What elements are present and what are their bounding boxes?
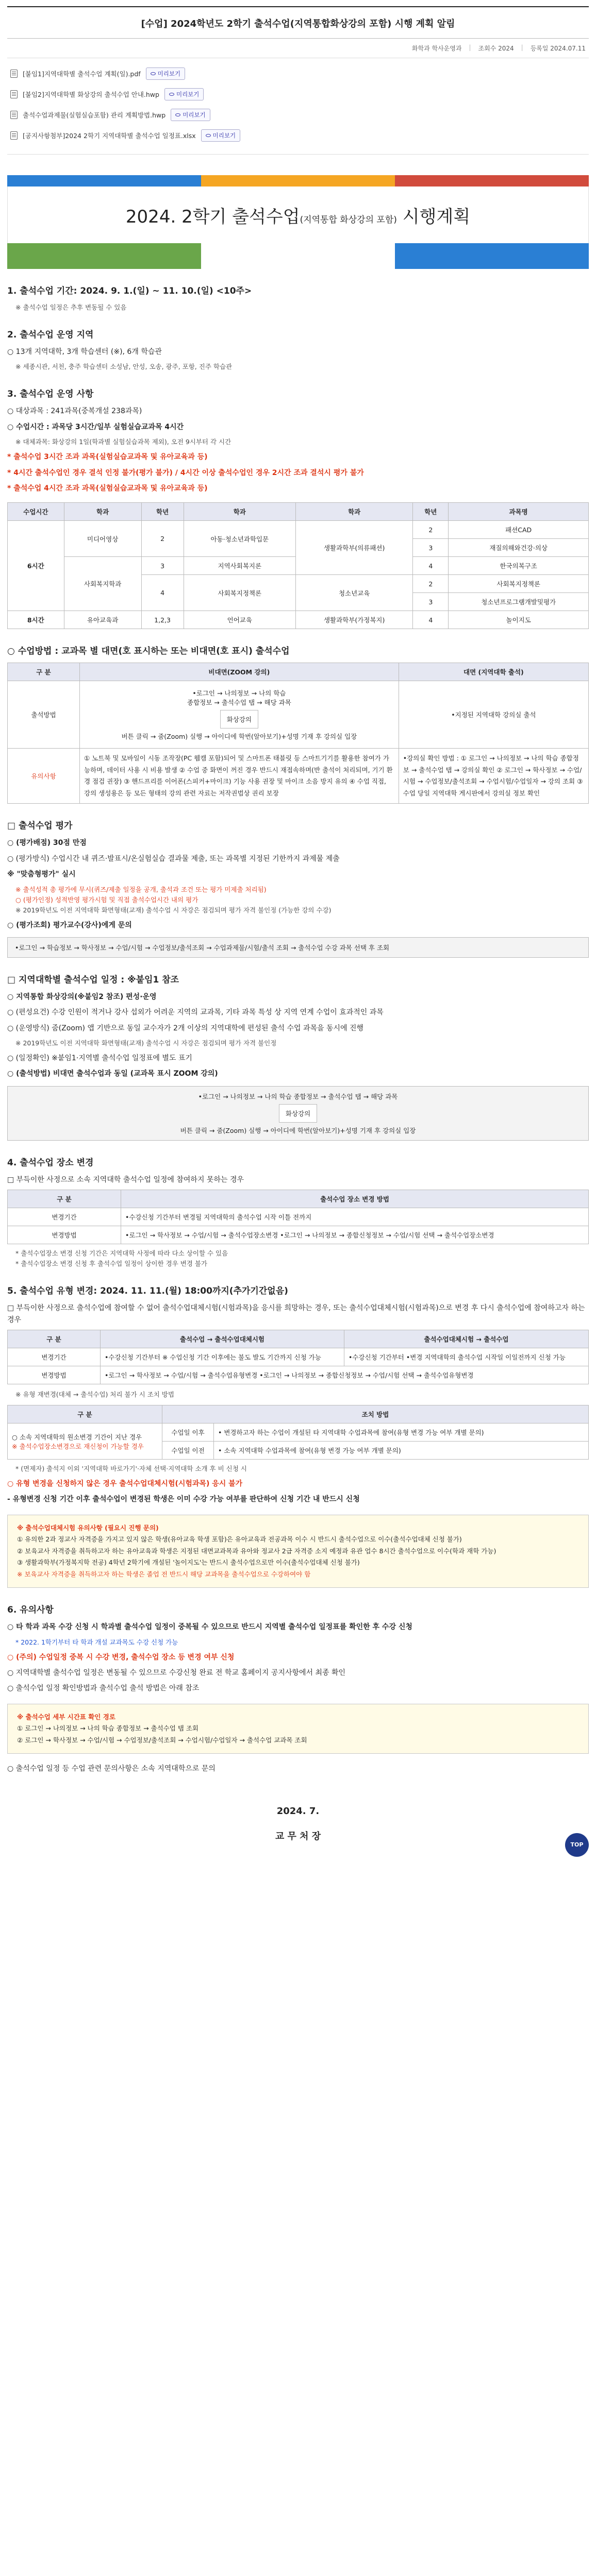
meta-divider: | xyxy=(469,44,471,51)
table-cell xyxy=(80,681,399,749)
eval-line: ※ "맞춤형평가" 실시 xyxy=(7,870,76,879)
attachment-item xyxy=(10,105,586,125)
method-table xyxy=(7,663,589,804)
caution-line: ○ 출석수업 일정 확인방법과 출석수업 출석 방법은 아래 참조 xyxy=(7,1684,200,1693)
schedule-line: ○ (출석방법) 비대면 출석수업과 동일 (교과목 표시 ZOOM 강의) xyxy=(7,1070,218,1078)
banner-color-bar xyxy=(7,175,589,187)
caution-line: ○ 지역대학별 출석수업 일정은 변동될 수 있으므로 수강신청 완료 전 학교 홈페이지 공지사항에서 최종 확인 xyxy=(7,1669,346,1677)
table-row xyxy=(8,681,589,749)
warning-line: * 4시간 출석수업인 경우 결석 인정 불가(평가 불가) / 4시간 이상 출석수업인 경우 2시간 조과 결석시 평가 불가 xyxy=(7,468,364,477)
schedule-line: ○ 지역통합 화상강의(※붙임2 참조) 편성·운영 xyxy=(7,992,157,1001)
table-cell: 유아교육과 xyxy=(64,611,141,629)
table-header: 구 분 xyxy=(8,1330,101,1348)
table-cell: 청소년교육 xyxy=(296,575,413,611)
eye-icon xyxy=(175,113,180,116)
date-label: 등록일 2024.07.11 xyxy=(530,45,586,52)
table-cell: 미디어영상 xyxy=(64,521,141,557)
section-heading: 5. 출석수업 유형 변경: 2024. 11. 11.(월) 18:00까지(추가기간없음) xyxy=(7,1286,288,1297)
table-header: 학년 xyxy=(141,503,184,521)
table-cell: •로그인 → 학사정보 → 수업/시험 → 출석수업장소변경 •로그인 → 나의정보 → 종합신청정보 → 수업/시험 선택 → 출석수업장소변경 xyxy=(121,1226,589,1244)
path-item: ② 로그인 → 학사정보 → 수업/시험 → 수업정보/출석조회 → 수업시험/수업일자 → 출석수업 교과목 조회 xyxy=(17,1736,307,1744)
action-condition-note: ※ 출석수업장소변경으로 재신청이 가능할 경우 xyxy=(12,1442,144,1450)
section-heading: 1. 출석수업 기간: 2024. 9. 1.(일) ~ 11. 10.(일) <10주> xyxy=(7,286,252,296)
table-header: 구 분 xyxy=(8,1190,121,1208)
type-warning: ○ 유형 변경을 신청하지 않은 경우 출석수업대체시험(시험과목) 응시 불가 xyxy=(7,1480,243,1488)
table-header: 출석수업 장소 변경 방법 xyxy=(121,1190,589,1208)
table-cell: •로그인 → 학사정보 → 수업/시험 → 출석수업유형변경 •로그인 → 나의정보 → 종합신청정보 → 수업/시험 선택 → 출석수업유형변경 xyxy=(101,1366,589,1384)
eval-line: ○ (평가방식) 수업시간 내 퀴즈·발표시/온실험실습 결과물 제출, 또는 과목별 지정된 기한까지 과제물 제출 xyxy=(7,854,340,863)
scroll-top-button[interactable]: TOP xyxy=(565,1833,589,1857)
banner-title xyxy=(126,202,470,228)
eval-path-box: •로그인 → 학습정보 → 학사정보 → 수업/시험 → 수업정보/출석조회 → 수업과제물/시험/출석 조회 → 출석수업 수강 과목 선택 후 조회 xyxy=(7,937,589,958)
attachment-item xyxy=(10,63,586,84)
table-cell: 놀이지도 xyxy=(449,611,589,629)
preview-button[interactable] xyxy=(171,109,210,121)
table-cell: 3 xyxy=(413,539,449,557)
section-cautions xyxy=(7,1602,589,1774)
warning-line: * 출석수업 3시간 조과 과목(실험실습교과목 및 유아교육과 등) xyxy=(7,453,208,462)
type-action-table xyxy=(7,1405,589,1460)
table-cell: 3 xyxy=(413,593,449,611)
banner-title-text: 2024. 2학기 출석수업 xyxy=(125,206,300,227)
banner-suffix: 시행계획 xyxy=(402,206,471,227)
table-header-row xyxy=(8,503,589,521)
section-operations xyxy=(7,386,589,494)
table-header: 출석수업대체시험 → 출석수업 xyxy=(344,1330,588,1348)
target-line: ○ 대상과목 : 241과목(중복개설 238과목) xyxy=(7,407,142,416)
section-regions xyxy=(7,327,589,372)
preview-button-label: 미리보기 xyxy=(183,111,206,118)
table-cell: 사회복지정책론 xyxy=(449,575,589,593)
attachment-item xyxy=(10,84,586,105)
table-header: 구 분 xyxy=(8,1405,162,1423)
table-header-row xyxy=(8,1405,589,1423)
table-header: 비대면(ZOOM 강의) xyxy=(80,663,399,681)
table-cell: 재질의해와건강·의상 xyxy=(449,539,589,557)
table-row xyxy=(8,521,589,539)
location-change-table xyxy=(7,1190,589,1244)
banner-stripe xyxy=(201,175,395,187)
eye-icon xyxy=(151,72,156,75)
warning-item: ※ 보육교사 자격증을 취득하고자 하는 학생은 졸업 전 반드시 해당 교과목을 출석수업으로 수강하여야 함 xyxy=(17,1570,311,1578)
type-change-table xyxy=(7,1330,589,1384)
table-cell: 언어교육 xyxy=(184,611,296,629)
table-cell: ① 노트북 및 모바일이 시동 조작장(PC 웹캠 포함)되어 및 스마트폰 태블릿 등 스마트기기를 활용한 참여가 가능하며, 데이터 사용 시 비용 발생 ② 수업 중 화면이 꺼진 경우 반드시 재접속하며(반 출석이 처리되며, 기기 환경 점검 권장) ③ 핸드프리를 이어폰(스피커+마이크) 기능 사용 권장 및 마이크 소음 방지 유의 ④ 수업 직접, 강의 생성용은 등 모든 형태의 강의 관련 자료는 저작권법상 권리 보장 xyxy=(80,749,399,804)
preview-button-label: 미리보기 xyxy=(212,132,236,139)
section-heading: 2. 출석수업 운영 지역 xyxy=(7,330,94,340)
schedule-line: ○ (운영방식) 줌(Zoom) 앱 기반으로 동일 교수자가 2개 이상의 지역대학에 편성된 출석 수업 과목을 동시에 진행 xyxy=(7,1024,364,1032)
banner-stripe xyxy=(7,175,201,187)
table-row xyxy=(8,1366,589,1384)
schedule-note: ※ 2019학년도 이전 지역대학 화면형태(교재) 출석수업 시 자강은 점검되며 평가 자격 불인정 xyxy=(15,1039,277,1047)
table-cell: 패션CAD xyxy=(449,521,589,539)
region-line: ○ 13개 지역대학, 3개 학습센터 (※), 6개 학습관 xyxy=(7,348,162,356)
table-cell: 4 xyxy=(141,575,184,611)
path-box-title: ※ 출석수업 세부 시간표 확인 경로 xyxy=(17,1713,115,1721)
file-icon xyxy=(10,90,18,98)
table-row xyxy=(8,1348,589,1366)
hours-note: ※ 대체과목: 화상강의 1일(학과별 실험실습과목 제외), 오전 9시부터 각 시간 xyxy=(15,438,231,446)
table-header: 구 분 xyxy=(8,663,80,681)
type-note: ※ 유형 재변경(대체 → 출석수업) 처리 불가 시 조치 방법 xyxy=(15,1391,174,1399)
notice-body xyxy=(7,175,589,1842)
table-cell: 생활과학부(의류패션) xyxy=(296,521,413,575)
table-row xyxy=(8,1423,589,1442)
table-header: 학과 xyxy=(184,503,296,521)
preview-button[interactable] xyxy=(164,88,204,100)
section-heading: 6. 유의사항 xyxy=(7,1605,54,1616)
banner-subtitle: (지역통합 화상강의 포함) xyxy=(300,214,397,225)
type-footnote: * (면제자) 출석지 이외 '지역대학 바로가기'·자체 선택·지역대학 소개 후 비 신청 시 xyxy=(15,1465,247,1473)
eye-icon xyxy=(169,93,174,96)
table-cell: 변경방법 xyxy=(8,1226,121,1244)
table-row xyxy=(8,611,589,629)
banner-stripe xyxy=(7,243,201,269)
caution-line: ○ (주의) 수업일정 중복 시 수강 변경, 출석수업 장소 등 변경 여부 신청 xyxy=(7,1653,235,1662)
table-cell: • 변경하고자 하는 수업이 개설된 타 지역대학 수업과목에 참여(유형 변경 가능 여부 개별 문의) xyxy=(214,1423,589,1442)
warning-title: ※ 출석수업대체시험 유의사항 (필요시 진행 문의) xyxy=(17,1523,159,1532)
table-header: 학년 xyxy=(413,503,449,521)
zoom-button-illustration: 화상강의 xyxy=(279,1104,317,1123)
banner-stripe xyxy=(395,175,589,187)
section-location-change xyxy=(7,1155,589,1269)
table-cell: 아동·청소년과학입문 xyxy=(184,521,296,557)
table-header: 학과 xyxy=(296,503,413,521)
meta-divider: | xyxy=(521,44,523,51)
warning-item: ③ 생활과학부(가정복지학 전공) 4학년 2학기에 개설된 '놀이지도'는 반드시 출석수업으로만 이수(출석수업대체 신청 불가) xyxy=(17,1558,360,1567)
table-cell: 사회복지정책론 xyxy=(184,575,296,611)
table-cell: 1,2,3 xyxy=(141,611,184,629)
author-label: 화학과 학사운영과 xyxy=(411,45,462,52)
table-row xyxy=(8,1226,589,1244)
table-cell: 출석방법 xyxy=(8,681,80,749)
preview-button-label: 미리보기 xyxy=(157,70,181,77)
section-heading: 3. 출석수업 운영 사항 xyxy=(7,389,94,400)
closing-signer: 교 무 처 장 xyxy=(275,1831,321,1842)
zoom-instruction: 버튼 클릭 → 줌(Zoom) 실행 → 아이디에 학번(알아보기)+성명 기재 후 강의실 입장 xyxy=(180,1126,416,1134)
table-header: 과목명 xyxy=(449,503,589,521)
section-period xyxy=(7,283,589,313)
closing-date: 2024. 7. xyxy=(276,1805,320,1817)
eval-line: ○ (평가조회) 평가교수(강사)에게 문의 xyxy=(7,921,132,929)
file-icon xyxy=(10,70,18,78)
table-cell: •수강신청 기간부터 •변경 지역대학의 출석수업 시작일 이일전까지 신청 가능 xyxy=(344,1348,588,1366)
section-heading: ○ 수업방법 : 교과목 별 대면(호 표시하는 또는 비대면(호 표시) 출석수업 xyxy=(7,646,290,657)
table-cell: 지역사회복지론 xyxy=(184,557,296,575)
table-cell: 4 xyxy=(413,611,449,629)
banner-title-area xyxy=(7,187,589,243)
table-cell: • 소속 지역대학 수업과목에 참여(유형 변경 가능 여부 개별 문의) xyxy=(214,1442,589,1460)
preview-button[interactable] xyxy=(201,129,240,142)
table-cell: 한국의복구조 xyxy=(449,557,589,575)
table-row xyxy=(8,749,589,804)
table-cell: 2 xyxy=(141,521,184,557)
page-title: [수업] 2024학년도 2학기 출석수업(지역통합화상강의 포함) 시행 계획 알림 xyxy=(7,6,589,39)
schedule-line: ○ (일정확인) ※붙임1·지역별 출석수업 일정표에 별도 표기 xyxy=(7,1054,192,1063)
eval-note: ※ 2019학년도 이전 지역대학 화면형태(교재) 출석수업 시 자강은 점검되며 평가 자격 불인정 (가능한 강의 수강) xyxy=(15,906,332,914)
zoom-button-illustration: 화상강의 xyxy=(220,710,258,728)
preview-button[interactable] xyxy=(146,67,185,80)
nav-path: •로그인 → 나의정보 → 나의 학습 xyxy=(192,689,286,698)
nav-path: 종합정보 → 출석수업 탭 → 해당 과목 xyxy=(187,699,291,707)
zoom-path-box xyxy=(7,1086,589,1141)
section-evaluation xyxy=(7,818,589,958)
banner-color-bar xyxy=(7,243,589,269)
preview-button-label: 미리보기 xyxy=(176,91,200,98)
caution-line: ○ 출석수업 일정 등 수업 관련 문의사항은 소속 지역대학으로 문의 xyxy=(7,1765,216,1773)
table-cell: 생활과학부(가정복지) xyxy=(296,611,413,629)
section-method xyxy=(7,643,589,804)
eye-icon xyxy=(206,134,211,137)
table-cell: 4 xyxy=(413,557,449,575)
attachment-item xyxy=(10,125,586,146)
type-intro: □ 부득이한 사정으로 출석수업에 참여할 수 없어 출석수업대체시험(시험과목)을 응시를 희망하는 경우, 또는 출석수업대체시험(시험과목)으로 변경 후 다시 출석수업에 참여하고자 하는 경우 xyxy=(7,1304,585,1324)
table-cell: 변경기간 xyxy=(8,1348,101,1366)
table-header-row xyxy=(8,663,589,681)
section-heading: □ 지역대학별 출석수업 일정 : ※붙임1 참조 xyxy=(7,974,179,985)
attachment-link[interactable]: [붙임2]지역대학별 화상강의 출석수업 안내.hwp xyxy=(23,91,159,98)
section-type-change xyxy=(7,1283,589,1505)
table-cell: 변경방법 xyxy=(8,1366,101,1384)
banner xyxy=(7,175,589,269)
caution-line: ○ 타 학과 과목 수강 신청 시 학과별 출석수업 일정이 중복될 수 있으므로 반드시 지역별 출석수업 일정표를 확인한 후 수강 신청 xyxy=(7,1623,412,1632)
schedule-line: ○ (편성요건) 수강 인원이 적거나 강사 섭외가 어려운 지역의 교과목, 기타 과목 특성 상 지역 연계 수업이 효과적인 과목 xyxy=(7,1008,384,1017)
schedule-path-box xyxy=(7,1704,589,1754)
attachment-list xyxy=(7,58,589,155)
warning-box xyxy=(7,1515,589,1588)
table-cell: 2 xyxy=(413,521,449,539)
table-header: 학과 xyxy=(64,503,141,521)
eval-note: ○ (평가인정) 성적반영 평가시험 및 직접 출석수업시간 내의 평가 xyxy=(15,895,198,904)
nav-path: •로그인 → 나의정보 → 나의 학습 종합정보 → 출석수업 탭 → 해당 과목 xyxy=(198,1092,398,1100)
post-meta xyxy=(7,39,589,58)
table-cell: 변경기간 xyxy=(8,1208,121,1226)
table-cell: •지정된 지역대학 강의실 출석 xyxy=(399,681,588,749)
table-cell: 수업일 이전 xyxy=(162,1442,214,1460)
table-cell: 6시간 xyxy=(8,521,64,611)
attachment-link[interactable]: [공지사항첨부]2024 2학기 지역대학별 출석수업 일정표.xlsx xyxy=(23,132,196,140)
table-header: 대면 (지역대학 출석) xyxy=(399,663,588,681)
attachment-link[interactable]: [붙임1]지역대학별 출석수업 계획(일).pdf xyxy=(23,70,141,78)
banner-stripe xyxy=(395,243,589,269)
section-note: ※ 출석수업 일정은 추후 변동될 수 있음 xyxy=(15,303,127,311)
table-cell: •강의실 확인 방법 : ① 로그인 → 나의정보 → 나의 학습 종합정보 → 출석수업 탭 → 강의실 확인 ② 로그인 → 학사정보 → 수업/시험 → 수업정보/출석조회 → 수업시험/수업일자 → 강의 조회 ③ 수업 당일 지역대학 게시판에서 강의실 정보 확인 xyxy=(399,749,588,804)
table-cell: •수강신청 기간부터 ※ 수업신청 기간 이후에는 불도 발도 기간까지 신청 가능 xyxy=(101,1348,344,1366)
warning-item: ① 유의한 2과 정교사 자격증을 가지고 있지 않은 학생(유아교육 학생 포함)은 유아교육과 전공과목 이수 시 반드시 출석수업으로 이수(출석수업대체 신청 불가) xyxy=(17,1535,462,1544)
location-note: * 출석수업장소 변경 신청 기간은 지역대학 사정에 따라 다소 상이할 수 있음 xyxy=(15,1249,228,1258)
table-cell: 사회복지학과 xyxy=(64,557,141,611)
path-item: ① 로그인 → 나의정보 → 나의 학습 종합정보 → 출석수업 탭 조회 xyxy=(17,1724,198,1733)
attachment-link[interactable]: 출석수업과제물(실험실습포함) 관리 계획방법.hwp xyxy=(23,111,166,119)
file-icon xyxy=(10,131,18,140)
type-reminder: - 유형변경 신청 기간 이후 출석수업이 변경된 학생은 이미 수강 가능 여부를 판단하여 신청 기간 내 반드시 신청 xyxy=(7,1495,360,1504)
zoom-instruction: 버튼 클릭 → 줌(Zoom) 실행 → 아이디에 학번(알아보기)+성명 기재 후 강의실 입장 xyxy=(121,733,357,741)
section-schedule xyxy=(7,972,589,1141)
table-row xyxy=(8,1208,589,1226)
views-label: 조회수 2024 xyxy=(478,45,514,52)
table-cell: 수업일 이후 xyxy=(162,1423,214,1442)
eval-line: ○ (평가배점) 30점 만점 xyxy=(7,839,87,848)
table-header: 조치 방법 xyxy=(162,1405,589,1423)
hours-text: ○ 수업시간 : 과목당 3시간/일부 실험실습교과목 4시간 xyxy=(7,422,184,431)
table-cell xyxy=(8,1423,162,1460)
warning-line: * 출석수업 4시간 조과 과목(실험실습교과목 및 유아교육과 등) xyxy=(7,484,208,493)
table-cell: 3 xyxy=(141,557,184,575)
warning-item: ② 보육교사 자격증을 취득하고자 하는 유아교육과 학생은 지정된 대면교과목과 유아와 정교사 2급 자격증 소지 예정과 유관 업수 8시간 출석수업으로 이수(학과 재학 가능) xyxy=(17,1547,496,1555)
table-cell: 청소년프로그램개발및평가 xyxy=(449,593,589,611)
location-intro: □ 부득이한 사정으로 소속 지역대학 출석수업 일정에 참여하지 못하는 경우 xyxy=(7,1175,244,1184)
section-heading: □ 출석수업 평가 xyxy=(7,821,73,832)
table-cell: 2 xyxy=(413,575,449,593)
file-icon xyxy=(10,111,18,119)
table-header: 출석수업 → 출석수업대체시험 xyxy=(101,1330,344,1348)
table-header-row xyxy=(8,1190,589,1208)
table-header: 수업시간 xyxy=(8,503,64,521)
region-note: ※ 세종시관, 서천, 충주 학습센터 소성남, 안성, 오송, 광주, 포항, 진주 학습관 xyxy=(15,363,233,371)
action-condition: ○ 소속 지역대학의 원소변경 기간이 지난 경우 xyxy=(12,1433,142,1441)
eval-note: ※ 출석성적 총 평가에 무시(퀴즈/제출 일정을 공개, 출석과 조건 또는 평가 미제출 처리됨) xyxy=(15,885,267,893)
location-note: * 출석수업장소 변경 신청 후 출석수업 일정이 상이한 경우 변경 불가 xyxy=(15,1260,208,1268)
course-hours-table xyxy=(7,502,589,629)
banner-stripe xyxy=(201,243,395,269)
section-heading: 4. 출석수업 장소 변경 xyxy=(7,1157,94,1168)
table-cell: •수강신청 기간부터 변경될 지역대학의 출석수업 시작 이틀 전까지 xyxy=(121,1208,589,1226)
table-cell: 유의사항 xyxy=(8,749,80,804)
hours-line xyxy=(7,421,589,433)
table-header-row xyxy=(8,1330,589,1348)
table-cell: 8시간 xyxy=(8,611,64,629)
caution-note: * 2022. 1학기부터 타 학과 개설 교과목도 수강 신청 가능 xyxy=(15,1638,178,1646)
